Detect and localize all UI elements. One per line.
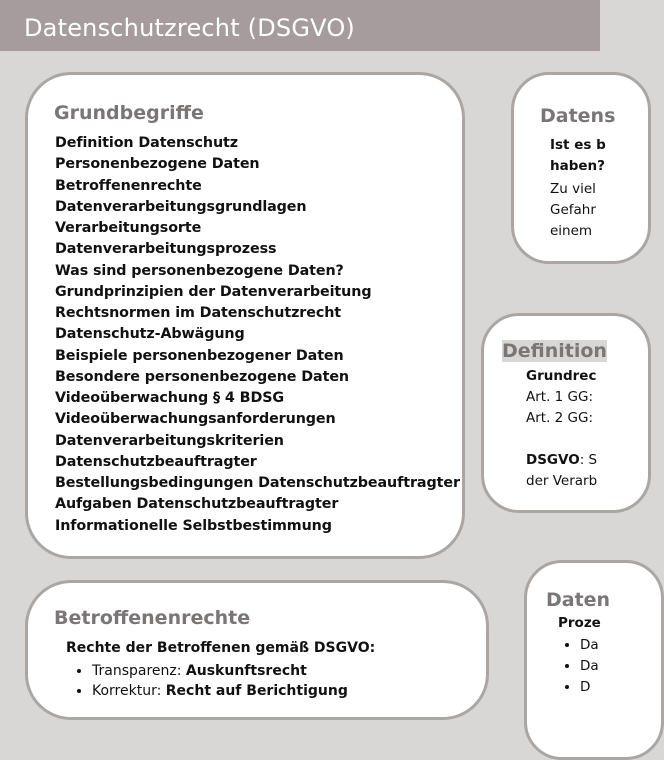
link-besondere-daten[interactable]: Besondere personenbezogene Daten (55, 368, 350, 385)
datenverarbeitung-list (558, 635, 599, 698)
list-item: • Da (580, 635, 599, 656)
definition-spacer (526, 429, 597, 450)
text-line: Zu viel (550, 181, 596, 197)
link-videoueberwachungsanforderungen[interactable]: Videoüberwachungsanforderungen (55, 411, 336, 428)
datenschutz-question (550, 135, 606, 177)
definition-card-title: Definition (502, 340, 607, 362)
list-item: • D (580, 677, 599, 698)
definition-body (526, 366, 597, 492)
question-line: haben? (550, 158, 605, 174)
item-prefix: Transparenz: (92, 663, 186, 679)
list-item (92, 661, 348, 681)
datenverarbeitung-subtitle: Proze (558, 615, 601, 631)
dsgvo-rest: : S (579, 452, 598, 468)
grundbegriffe-link-list (55, 133, 460, 537)
dsgvo-label: DSGVO (526, 452, 580, 468)
link-datenschutz-abwaegung[interactable]: Datenschutz-Abwägung (55, 326, 245, 343)
link-datenverarbeitungsprozess[interactable]: Datenverarbeitungsprozess (55, 241, 277, 258)
link-datenschutzbeauftragter[interactable]: Datenschutzbeauftragter (55, 453, 257, 470)
link-personenbezogene-daten[interactable]: Personenbezogene Daten (55, 156, 260, 173)
page-title: Datenschutzrecht (DSGVO) (24, 14, 355, 42)
datenschutz-card (511, 72, 651, 264)
link-verarbeitungsorte[interactable]: Verarbeitungsorte (55, 220, 202, 236)
text-line: Gefahr (550, 202, 596, 218)
definition-heading: Grundrec (526, 368, 597, 384)
datenschutz-text (550, 179, 596, 242)
definition-art2: Art. 2 GG: (526, 410, 594, 426)
betroffenenrechte-title: Betroffenenrechte (54, 607, 251, 629)
betroffenenrechte-card (25, 580, 489, 720)
link-datenverarbeitungskriterien[interactable]: Datenverarbeitungskriterien (55, 432, 284, 449)
text-line: einem (550, 223, 593, 239)
link-beispiele-daten[interactable]: Beispiele personenbezogener Daten (55, 347, 344, 364)
link-was-sind-personenbezogene-daten[interactable]: Was sind personenbezogene Daten? (55, 262, 344, 279)
grundbegriffe-title: Grundbegriffe (54, 102, 204, 124)
list-item: • Da (580, 656, 599, 677)
list-item (92, 681, 348, 701)
link-informationelle-selbstbestimmung[interactable]: Informationelle Selbstbestimmung (55, 517, 332, 534)
link-aufgaben-dsb[interactable]: Aufgaben Datenschutzbeauftragter (55, 496, 339, 513)
definition-art1: Art. 1 GG: (526, 389, 594, 405)
link-bestellungsbedingungen[interactable]: Bestellungsbedingungen Datenschutzbeauftragter (55, 475, 460, 491)
question-line: Ist es b (550, 137, 606, 153)
link-rechtsnormen[interactable]: Rechtsnormen im Datenschutzrecht (55, 305, 342, 321)
item-strong: Recht auf Berichtigung (165, 683, 348, 699)
grundbegriffe-card (25, 72, 465, 559)
link-datenverarbeitungsgrundlagen[interactable]: Datenverarbeitungsgrundlagen (55, 198, 307, 215)
betroffenenrechte-list (66, 661, 348, 701)
datenschutz-card-title: Datens (540, 105, 616, 127)
definition-dsgvo-line (526, 450, 597, 471)
item-prefix: Korrektur: (92, 683, 166, 699)
item-strong: Auskunftsrecht (185, 663, 307, 679)
page-header (0, 0, 600, 51)
betroffenenrechte-subtitle: Rechte der Betroffenen gemäß DSGVO: (66, 640, 376, 656)
link-videoueberwachung-bdsg[interactable]: Videoüberwachung § 4 BDSG (55, 390, 285, 406)
definition-last-line: der Verarb (526, 473, 598, 489)
datenverarbeitung-card (524, 560, 664, 760)
link-betroffenenrechte[interactable]: Betroffenenrechte (55, 177, 202, 194)
datenverarbeitung-title: Daten (546, 589, 611, 611)
link-definition-datenschutz[interactable]: Definition Datenschutz (55, 135, 238, 151)
link-grundprinzipien[interactable]: Grundprinzipien der Datenverarbeitung (55, 283, 372, 300)
